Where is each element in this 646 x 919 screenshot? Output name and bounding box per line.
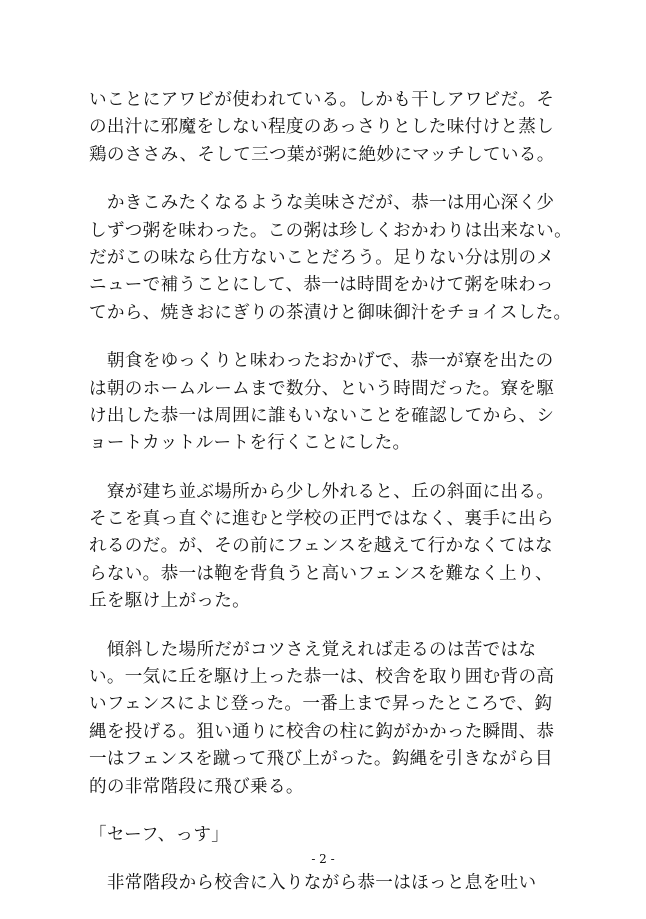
text-line: 「セーフ、っす」 <box>89 824 230 845</box>
text-line: 鶏のささみ、そして三つ葉が粥に絶妙にマッチしている。 <box>89 144 555 165</box>
text-line: ョートカットルートを行くことにした。 <box>89 433 411 454</box>
text-line: け出した恭一は周囲に誰もいないことを確認してから、シ <box>89 405 555 426</box>
paragraph <box>89 822 559 849</box>
text-line: かきこみたくなるような美味さだが、恭一は用心深く少 <box>89 193 555 214</box>
text-line: 一はフェンスを蹴って飛び上がった。鈎縄を引きながら目 <box>89 749 553 770</box>
document-body <box>89 87 572 919</box>
text-line: 非常階段から校舎に入りながら恭一はほっと息を吐い <box>89 873 537 894</box>
text-line: だがこの味なら仕方ないことだろう。足りない分は別のメ <box>89 247 555 268</box>
text-line: 縄を投げる。狙い通りに校舎の柱に鈎がかかった瞬間、恭 <box>89 721 555 742</box>
paragraph <box>89 348 559 458</box>
page-number: - 2 - <box>311 852 335 866</box>
paragraph <box>89 870 559 897</box>
text-line: ニューで補うことにして、恭一は時間をかけて粥を味わっ <box>89 275 554 296</box>
paragraph <box>89 190 572 327</box>
paragraph <box>89 637 559 801</box>
text-line: そこを真っ直ぐに進むと学校の正門ではなく、裏手に出ら <box>89 509 554 530</box>
text-line: てから、焼きおにぎりの茶漬けと御味御汁をチョイスした。 <box>89 302 572 323</box>
text-line: 傾斜した場所だがコツさえ覚えれば走るのは苦ではな <box>89 639 537 660</box>
paragraph <box>89 87 559 169</box>
text-line: 的の非常階段に飛び乗る。 <box>89 776 304 797</box>
text-line: 寮が建ち並ぶ場所から少し外れると、丘の斜面に出る。 <box>89 481 555 502</box>
text-line: は朝のホームルームまで数分、という時間だった。寮を駆 <box>89 378 555 399</box>
text-line: の出汁に邪魔をしない程度のあっさりとした味付けと蒸し <box>89 117 555 138</box>
text-line: しずつ粥を味わった。この粥は珍しくおかわりは出来ない。 <box>89 220 572 241</box>
text-line: 丘を駆け上がった。 <box>89 591 251 612</box>
text-line: らない。恭一は鞄を背負うと高いフェンスを難なく上り、 <box>89 563 553 584</box>
text-line: 朝食をゆっくりと味わったおかげで、恭一が寮を出たの <box>89 351 554 372</box>
text-line: れるのだ。が、その前にフェンスを越えて行かなくてはな <box>89 536 553 557</box>
text-line: いことにアワビが使われている。しかも干しアワビだ。そ <box>89 90 555 110</box>
paragraph <box>89 479 559 616</box>
text-line: い。一気に丘を駆け上った恭一は、校舎を取り囲む背の高 <box>89 667 555 688</box>
text-line: いフェンスによじ登った。一番上まで昇ったところで、鈎 <box>89 694 553 715</box>
